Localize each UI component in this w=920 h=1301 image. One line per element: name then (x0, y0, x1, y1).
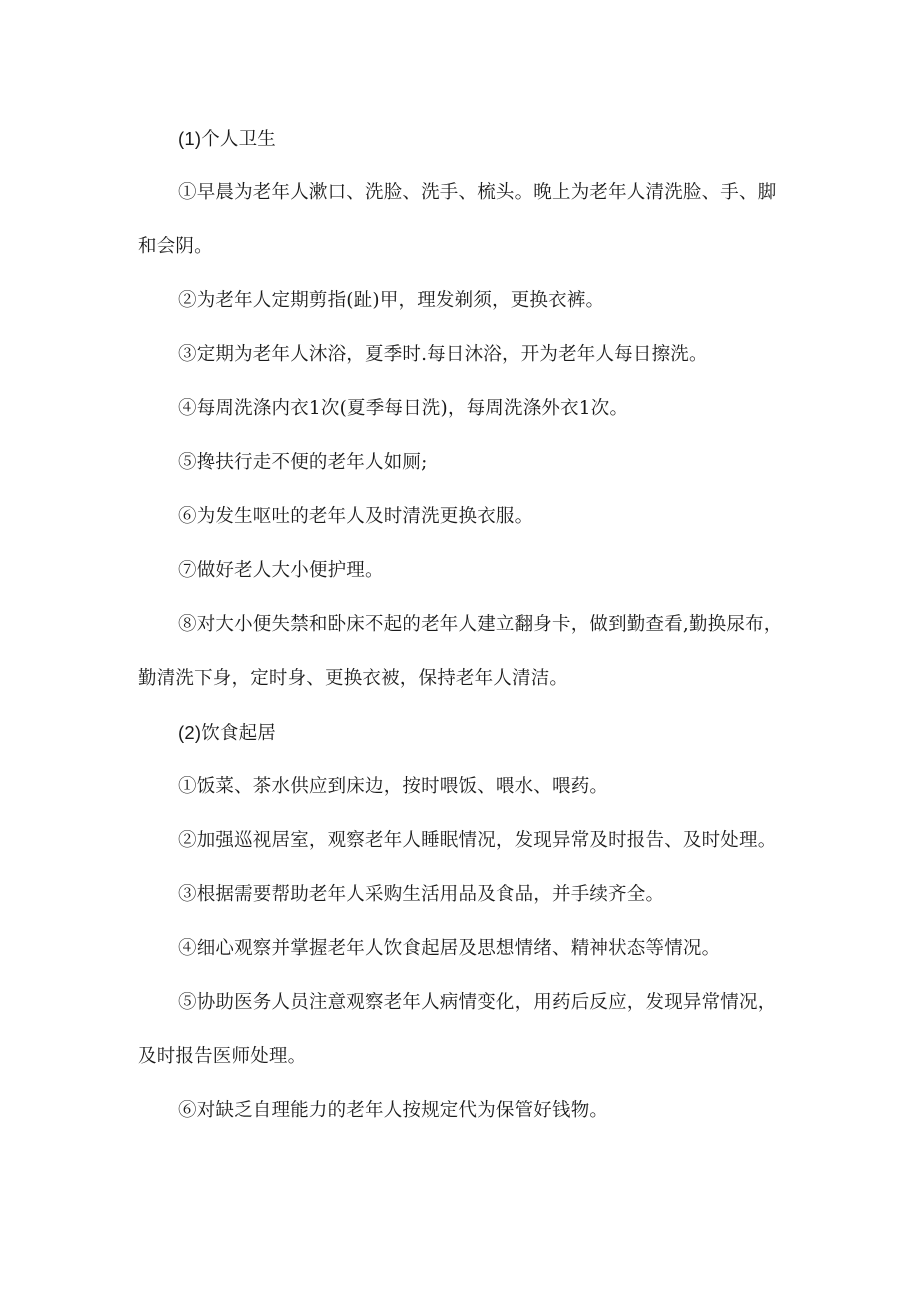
living-item-3: ③根据需要帮助老年人采购生活用品及食品，并手续齐全。 (178, 884, 665, 905)
hygiene-item-2: ②为老年人定期剪指(趾)甲，理发剃须，更换衣裤。 (178, 290, 605, 311)
living-item-1: ①饭菜、茶水供应到床边，按时喂饭、喂水、喂药。 (178, 776, 609, 797)
hygiene-item-5: ⑤搀扶行走不便的老年人如厕; (178, 452, 428, 473)
living-item-2: ②加强巡视居室，观察老年人睡眠情况，发现异常及时报告、及时处理。 (178, 830, 777, 851)
hygiene-item-1: ①早晨为老年人漱口、洗脸、洗手、梳头。晚上为老年人清洗脸、手、脚和会阴。 (138, 182, 777, 257)
hygiene-item-7: ⑦做好老人大小便护理。 (178, 560, 384, 581)
section-heading-daily-living: (2)饮食起居 (178, 722, 277, 743)
document-body (138, 112, 788, 1138)
section-heading-personal-hygiene: (1)个人卫生 (178, 128, 277, 149)
hygiene-item-3: ③定期为老年人沐浴，夏季时.每日沐浴，开为老年人每日擦洗。 (178, 344, 708, 365)
hygiene-item-8: ⑧对大小便失禁和卧床不起的老年人建立翻身卡，做到勤查看,勤换尿布，勤清洗下身，定时身、更换衣被，保持老年人清洁。 (138, 614, 783, 689)
living-item-6: ⑥对缺乏自理能力的老年人按规定代为保管好钱物。 (178, 1100, 609, 1121)
hygiene-item-4: ④每周洗涤内衣1次(夏季每日洗)，每周洗涤外衣1次。 (178, 398, 629, 419)
hygiene-item-6: ⑥为发生呕吐的老年人及时清洗更换衣服。 (178, 506, 534, 527)
living-item-5: ⑤协助医务人员注意观察老年人病情变化，用药后反应，发现异常情况，及时报告医师处理。 (138, 992, 777, 1067)
living-item-4: ④细心观察并掌握老年人饮食起居及思想情绪、精神状态等情况。 (178, 938, 721, 959)
